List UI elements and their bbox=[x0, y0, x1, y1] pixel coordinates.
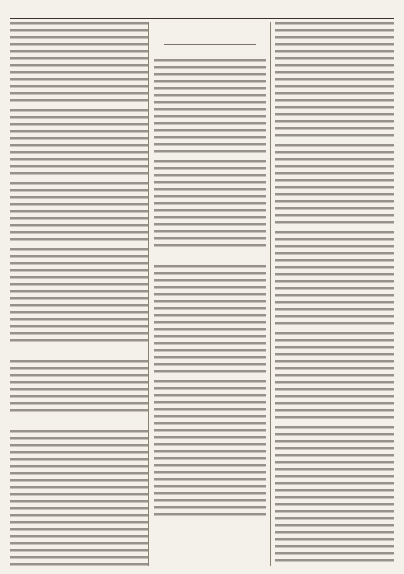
article-paragraph bbox=[154, 265, 266, 377]
article-paragraph bbox=[10, 22, 148, 106]
column-divider bbox=[148, 22, 149, 566]
article-paragraph bbox=[154, 160, 266, 251]
masthead bbox=[10, 6, 394, 19]
article-paragraph bbox=[10, 109, 148, 179]
right-column bbox=[275, 22, 394, 566]
page-number bbox=[10, 6, 70, 17]
article-paragraph bbox=[10, 182, 148, 245]
newspaper-title bbox=[160, 6, 250, 17]
article-paragraph bbox=[275, 426, 394, 566]
article-paragraph bbox=[10, 430, 148, 566]
column-divider bbox=[270, 22, 271, 566]
article-paragraph bbox=[275, 144, 394, 228]
issue-date bbox=[300, 6, 394, 17]
article-subheadline bbox=[154, 25, 266, 39]
center-column bbox=[154, 22, 266, 566]
section-heading bbox=[154, 48, 266, 56]
left-column bbox=[10, 22, 148, 566]
article-paragraph bbox=[275, 231, 394, 329]
article-paragraph bbox=[275, 22, 394, 141]
article-paragraph bbox=[154, 59, 266, 157]
article-paragraph bbox=[10, 248, 148, 346]
section-heading bbox=[154, 254, 266, 262]
article-paragraph bbox=[10, 360, 148, 416]
divider-rule bbox=[164, 44, 256, 45]
section-heading bbox=[10, 419, 148, 427]
article-paragraph bbox=[154, 380, 266, 520]
section-heading bbox=[10, 349, 148, 357]
article-paragraph bbox=[275, 332, 394, 423]
